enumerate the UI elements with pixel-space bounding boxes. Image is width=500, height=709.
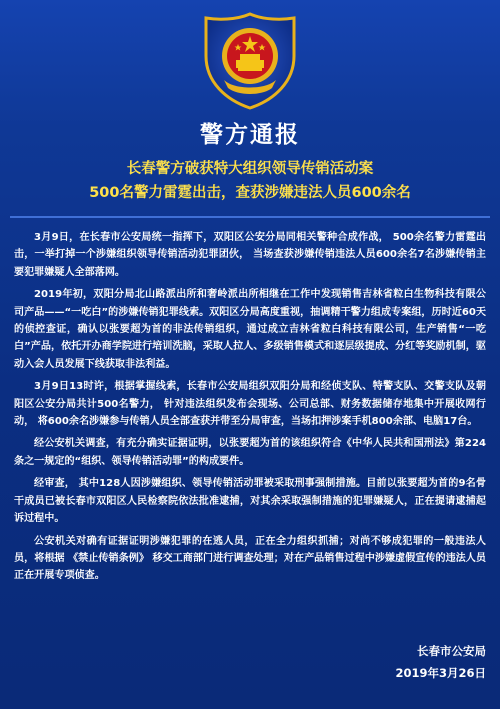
divider (10, 216, 490, 218)
paragraph: 公安机关对确有证据证明涉嫌犯罪的在逃人员，正在全力组织抓捕；对尚不够成犯罪的一般违法人员，将根据 《禁止传销条例》 移交工商部门进行调查处理；对在产品销售过程中涉嫌虚假宣传的违法人员正在开展专项侦查。 (14, 535, 486, 582)
issuing-organization: 长春市公安局 (417, 644, 486, 658)
headline-line-1: 长春警方破获特大组织领导传销活动案 (126, 161, 374, 177)
paragraph: 3月9日，在长春市公安局统一指挥下，双阳区公安分局同相关警种合成作战， 500余名警力雷霆出击，一举打掉一个涉嫌组织领导传销活动犯罪团伙， 当场查获涉嫌传销违法人员600余名7名涉嫌传销主要犯罪嫌疑人全部落网。 (14, 232, 486, 278)
paragraph: 经公安机关调查，有充分确实证据证明，以张要超为首的该组织符合《中华人民共和国刑法》第224条之一规定的“组织、领导传销活动罪”的构成要件。 (14, 438, 486, 467)
page-title: 警方通报 (200, 122, 300, 148)
signature-block (395, 640, 486, 684)
paragraph: 经审查， 其中128人因涉嫌组织、领导传销活动罪被采取刑事强制措施。目前以张要超为首的9名骨干成员已被长春市双阳区人民检察院依法批准逮捕，对其余采取强制措施的犯罪嫌疑人，正在提请逮捕起诉过程中。 (14, 478, 486, 525)
police-badge-icon (194, 10, 306, 112)
paragraph: 3月9日13时许，根据掌握线索，长春市公安局组织双阳分局和经侦支队、特警支队、交警支队及朝阳区公安分局共计500名警力， 针对违法组织发布会现场、公司总部、财务数据储存地集中开展收网行动， 将600余名涉嫌参与传销人员全部查获并带至分局审查，当场扣押涉案手机800余部、电脑17台。 (14, 381, 486, 428)
headline-line-2: 500名警力雷霆出击，查获涉嫌违法人员600余名 (89, 185, 411, 201)
paragraph: 2019年初，双阳分局北山路派出所和奢岭派出所相继在工作中发现销售吉林省粒白生物科技有限公司产品——“一吃白”的涉嫌传销犯罪线索。双阳区分局高度重视，抽调精干警力组成专案组，历时近60天的侦控查证，确认以张要超为首的非法传销组织，通过成立吉林省粒白科技有限公司，生产销售“一吃白”产品，依托开办商学院进行培训洗脑，采取人拉人、多级销售模式和逐层级提成、分红等奖励机制，驱动入会人员发展下线获取非法利益。 (14, 289, 486, 370)
issue-date: 2019年3月26日 (395, 666, 486, 680)
bulletin-body (14, 229, 486, 590)
